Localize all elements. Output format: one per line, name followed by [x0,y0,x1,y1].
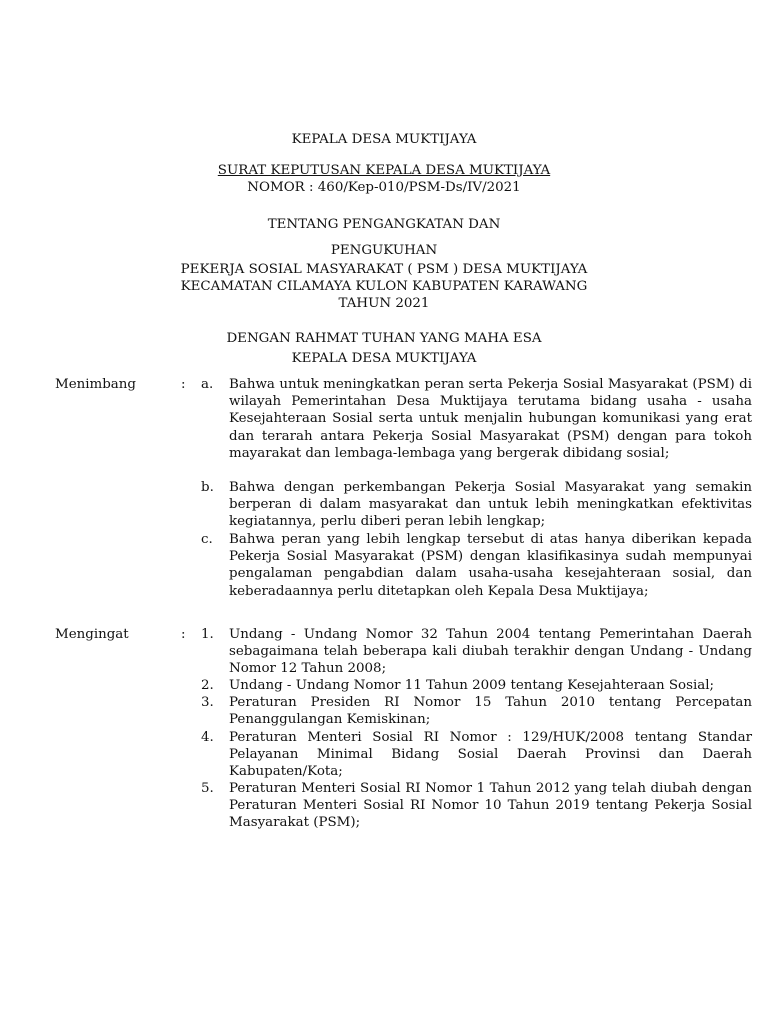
mengingat-marker-5: 5. [201,781,214,796]
mengingat-item-5: Peraturan Menteri Sosial RI Nomor 1 Tahun 2012 yang telah diubah dengan Peraturan Menteri Sosial RI Nomor 10 Tahun 2019 tentang Pekerja Sosial Masyarakat (PSM); [229,781,752,831]
menimbang-item-a: Bahwa untuk meningkatkan peran serta Pekerja Sosial Masyarakat (PSM) di wilayah Pemerintahan Desa Muktijaya terutama bidang usaha - usaha Kesejahteraan Sosial serta untuk menjalin hubungan komunikasi yang erat dan terarah antara Pekerja Sosial Masyarakat (PSM) dengan para tokoh mayarakat dan lembaga-lembaga yang bergerak dibidang sosial; [229,377,752,461]
menimbang-item-b: Bahwa dengan perkembangan Pekerja Sosial Masyarakat yang semakin berperan di dalam masyarakat dan untuk lebih meningkatkan efektivitas kegiatannya, perlu diberi peran lebih lengkap; [229,480,752,530]
about-line-4: KECAMATAN CILAMAYA KULON KABUPATEN KARAWANG [180,279,588,294]
mengingat-marker-2: 2. [201,678,214,693]
mengingat-label: Mengingat [55,627,129,642]
mengingat-item-2: Undang - Undang Nomor 11 Tahun 2009 tentang Kesejahteraan Sosial; [229,678,715,693]
decree-title-wrap [0,162,768,179]
mengingat-marker-4: 4. [201,730,214,745]
decree-title: SURAT KEPUTUSAN KEPALA DESA MUKTIJAYA [217,163,551,178]
blessing-line: DENGAN RAHMAT TUHAN YANG MAHA ESA [226,331,542,346]
mengingat-item-1: Undang - Undang Nomor 32 Tahun 2004 tentang Pemerintahan Daerah sebagaimana telah beberapa kali diubah terakhir dengan Undang - Undang Nomor 12 Tahun 2008; [229,627,752,677]
about-line-2: PENGUKUHAN [330,243,438,258]
menimbang-colon: : [181,377,186,392]
mengingat-item-3: Peraturan Presiden RI Nomor 15 Tahun 2010 tentang Percepatan Penanggulangan Kemiskinan; [229,695,752,728]
about-line-3: PEKERJA SOSIAL MASYARAKAT ( PSM ) DESA MUKTIJAYA [180,262,588,277]
menimbang-item-c: Bahwa peran yang lebih lengkap tersebut di atas hanya diberikan kepada Pekerja Sosial Masyarakat (PSM) dengan klasifikasinya sudah mempunyai pengalaman pengabdian dalam usaha-usaha kesejahteraan sosial, dan keberadaannya perlu ditetapkan oleh Kepala Desa Muktijaya; [229,532,752,599]
mengingat-item-4: Peraturan Menteri Sosial RI Nomor : 129/HUK/2008 tentang Standar Pelayanan Minimal Bidang Sosial Daerah Provinsi dan Daerah Kabupaten/Kota; [229,730,752,780]
mengingat-colon: : [181,627,186,642]
menimbang-marker-c: c. [201,532,213,547]
authority-line: KEPALA DESA MUKTIJAYA [291,351,477,366]
menimbang-label: Menimbang [55,377,136,392]
menimbang-marker-b: b. [201,480,214,495]
mengingat-marker-3: 3. [201,695,214,710]
page-title: KEPALA DESA MUKTIJAYA [291,132,477,147]
decree-number: NOMOR : 460/Kep-010/PSM-Ds/IV/2021 [247,180,521,195]
about-line-5: TAHUN 2021 [338,296,430,311]
mengingat-marker-1: 1. [201,627,214,642]
menimbang-marker-a: a. [201,377,214,392]
about-line-1: TENTANG PENGANGKATAN DAN [267,217,501,232]
